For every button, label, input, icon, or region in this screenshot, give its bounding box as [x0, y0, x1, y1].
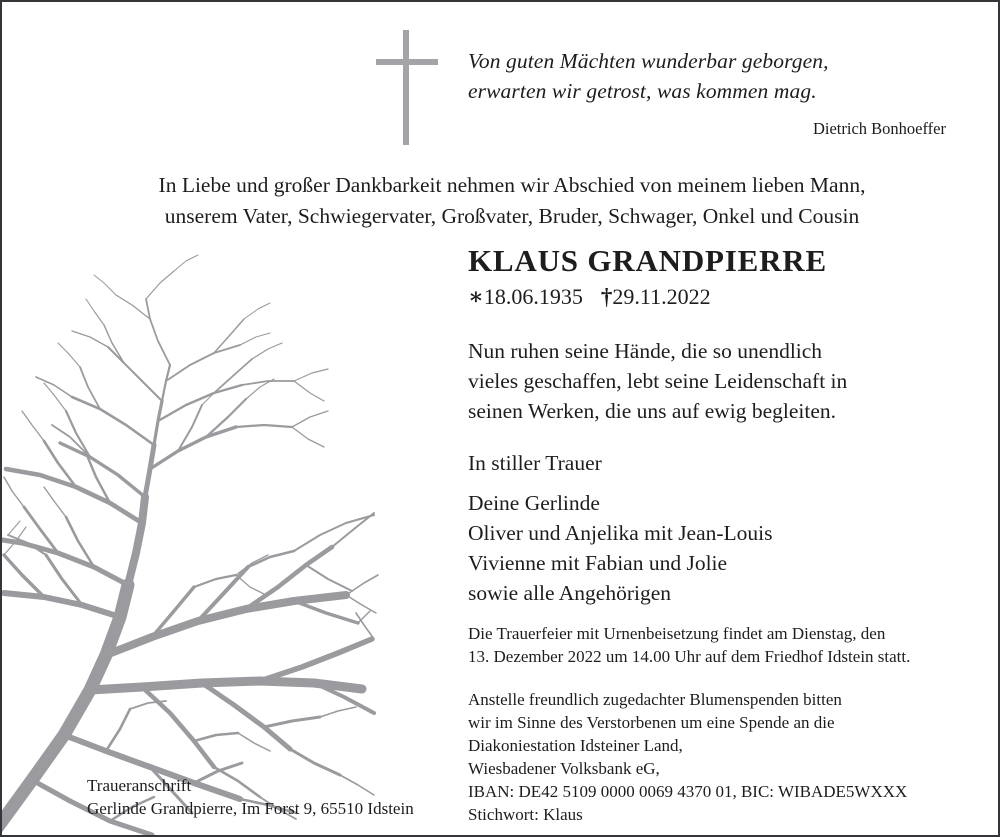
- ceremony-details: [468, 622, 968, 668]
- ceremony-line-1: Die Trauerfeier mit Urnenbeisetzung findet am Dienstag, den: [468, 624, 886, 643]
- mourning-label: [468, 448, 968, 478]
- death-symbol: †: [600, 284, 613, 309]
- donation-organization: Diakoniestation Idsteiner Land,: [468, 736, 683, 755]
- donation-reference: Stichwort: Klaus: [468, 805, 583, 824]
- donation-bank: Wiesbadener Volksbank eG,: [468, 759, 660, 778]
- birth-symbol: ∗: [468, 284, 484, 309]
- mourner-item: Oliver und Anjelika mit Jean-Louis: [468, 521, 773, 545]
- memorial-quote: [468, 46, 946, 140]
- mourners-list: [468, 488, 968, 608]
- donation-iban-bic: IBAN: DE42 5109 0000 0069 4370 01, BIC: WIBADE5WXXX: [468, 782, 908, 801]
- bare-tree-silhouette-illustration: [2, 235, 382, 835]
- introduction-text: [62, 170, 962, 232]
- mourner-item: sowie alle Angehörigen: [468, 581, 672, 605]
- verse-line-3: seinen Werken, die uns auf ewig begleiten.: [468, 399, 837, 423]
- latin-cross-icon: [376, 30, 438, 145]
- death-date: 29.11.2022: [612, 284, 711, 309]
- mourning-address: [87, 774, 467, 820]
- life-dates: [468, 282, 968, 312]
- mourner-item: Deine Gerlinde: [468, 491, 600, 515]
- verse-line-2: vieles geschaffen, lebt seine Leidenschaft in: [468, 369, 848, 393]
- donation-line-1: Anstelle freundlich zugedachter Blumenspenden bitten: [468, 690, 842, 709]
- donation-line-2: wir im Sinne des Verstorbenen um eine Spende an die: [468, 713, 835, 732]
- quote-line-2: erwarten wir getrost, was kommen mag.: [468, 79, 817, 103]
- mourner-item: Vivienne mit Fabian und Jolie: [468, 551, 728, 575]
- cross-horizontal-bar: [376, 59, 438, 65]
- mourning-label-text: In stiller Trauer: [468, 451, 602, 475]
- address-label: Traueranschrift: [87, 776, 192, 795]
- quote-line-1: Von guten Mächten wunderbar geborgen,: [468, 49, 829, 73]
- intro-line-1: In Liebe und großer Dankbarkeit nehmen wir Abschied von meinem lieben Mann,: [158, 173, 866, 197]
- cross-vertical-bar: [403, 30, 409, 145]
- deceased-name: KLAUS GRANDPIERRE: [468, 243, 827, 278]
- birth-date: 18.06.1935: [483, 284, 583, 309]
- address-value: Gerlinde Grandpierre, Im Forst 9, 65510 Idstein: [87, 799, 414, 818]
- ceremony-line-2: 13. Dezember 2022 um 14.00 Uhr auf dem Friedhof Idstein statt.: [468, 647, 911, 666]
- memorial-verse: [468, 336, 968, 426]
- deceased-identity: [468, 243, 968, 312]
- donation-details: [468, 688, 968, 826]
- intro-line-2: unserem Vater, Schwiegervater, Großvater, Bruder, Schwager, Onkel und Cousin: [164, 204, 860, 228]
- verse-line-1: Nun ruhen seine Hände, die so unendlich: [468, 339, 823, 363]
- quote-attribution: Dietrich Bonhoeffer: [812, 119, 946, 138]
